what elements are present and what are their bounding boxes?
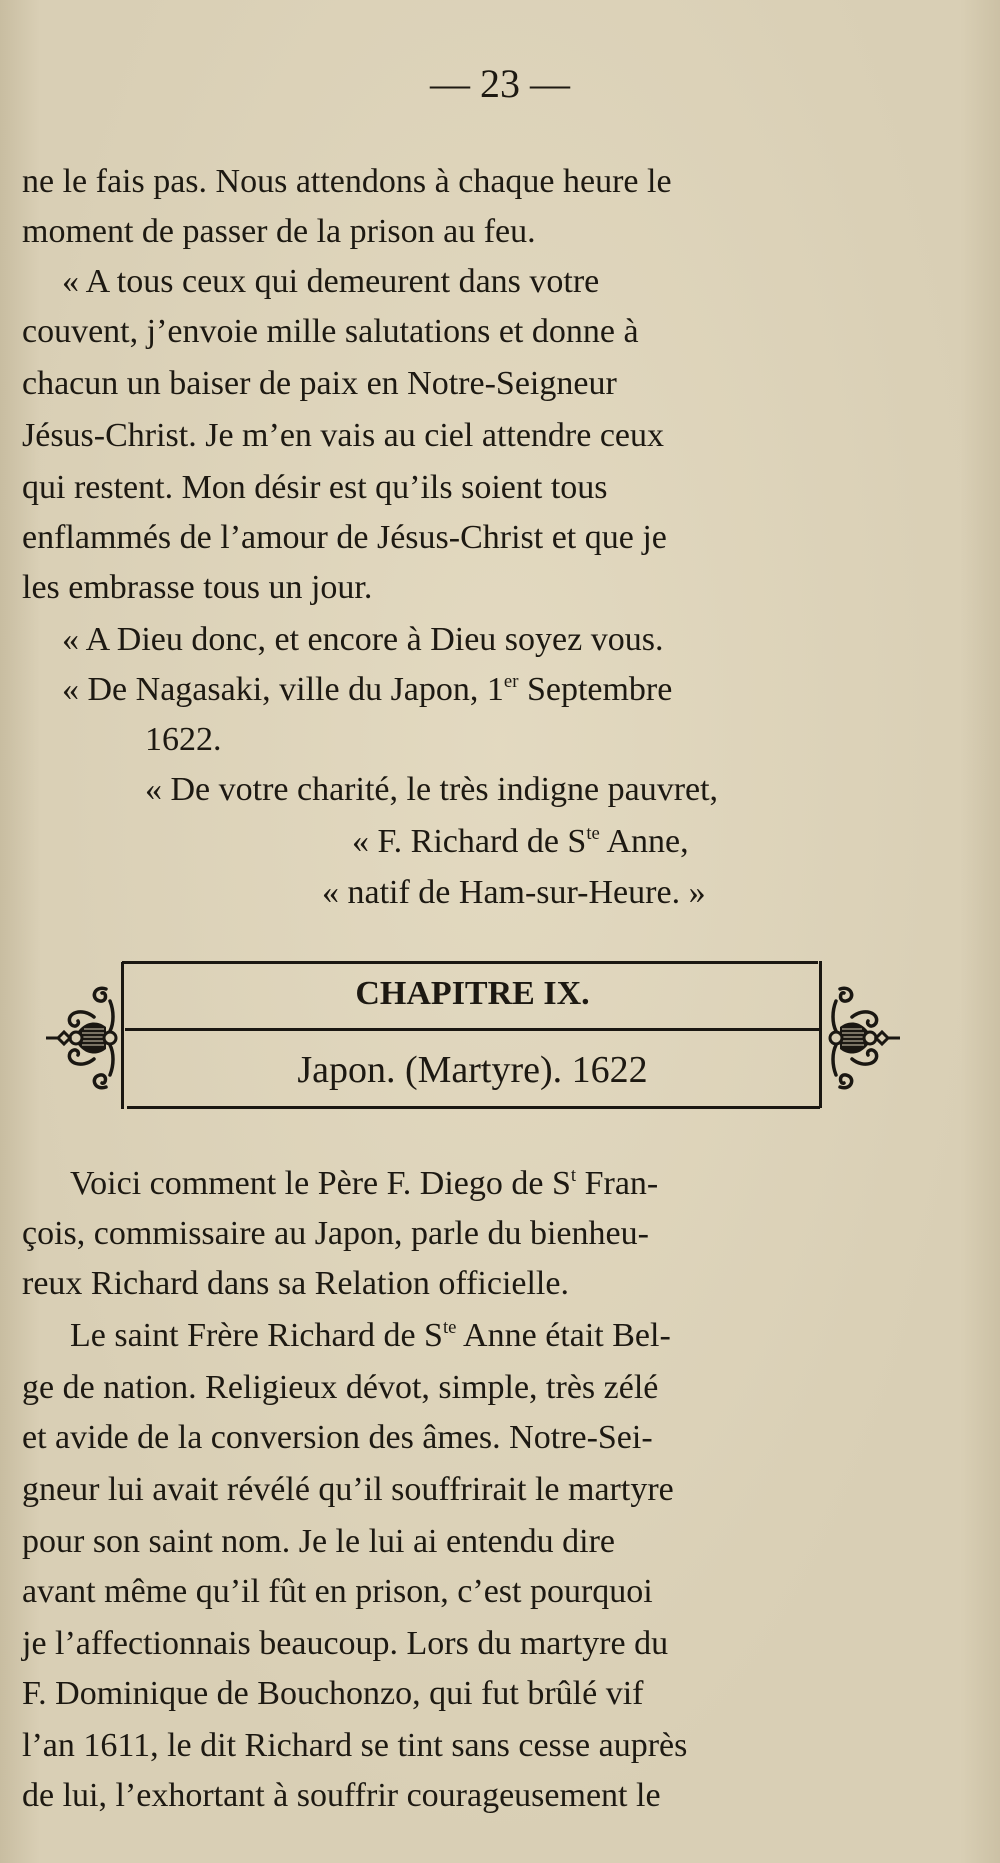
chapter-title: CHAPITRE IX. <box>355 975 590 1012</box>
closing-line: « De votre charité, le très indigne pauvret, <box>145 771 719 808</box>
body-line-rest: Fran- <box>576 1165 659 1202</box>
text-line: ne le fais pas. Nous attendons à chaque heure le <box>22 163 672 200</box>
body-line: reux Richard dans sa Relation officielle. <box>22 1265 569 1302</box>
rule-middle <box>125 1028 820 1031</box>
text-line: chacun un baiser de paix en Notre-Seigneur <box>22 365 617 402</box>
body-line: ge de nation. Religieux dévot, simple, très zélé <box>22 1369 659 1406</box>
dateline-superscript: er <box>503 670 519 692</box>
page-number: — 23 — <box>430 61 570 106</box>
chapter-subtitle: Japon. (Martyre). 1622 <box>297 1049 648 1091</box>
rule-bottom <box>127 1106 820 1109</box>
body-line-superscript: te <box>442 1316 457 1338</box>
signature-text: « F. Richard de S <box>352 823 587 860</box>
body-line: gneur lui avait révélé qu’il souffrirait le martyre <box>22 1471 674 1508</box>
body-line <box>70 1316 671 1356</box>
text-line: les embrasse tous un jour. <box>22 569 373 606</box>
signature-superscript: te <box>586 822 600 844</box>
body-line: pour son saint nom. Je le lui ai entendu dire <box>22 1523 615 1560</box>
signature-rest: Anne, <box>599 823 689 860</box>
ornament-right-icon <box>826 983 902 1093</box>
signature <box>352 822 689 862</box>
text-line: enflammés de l’amour de Jésus-Christ et que je <box>22 519 667 556</box>
body-line-superscript: t <box>570 1164 577 1186</box>
rule-top <box>122 961 818 964</box>
body-line: çois, commissaire au Japon, parle du bienheu- <box>22 1215 649 1252</box>
body-line-text: Voici comment le Père F. Diego de S <box>70 1165 571 1202</box>
body-line-rest: Anne était Bel- <box>456 1317 671 1354</box>
text-line: couvent, j’envoie mille salutations et donne à <box>22 313 639 350</box>
body-line: l’an 1611, le dit Richard se tint sans cesse auprès <box>22 1727 688 1764</box>
body-line-text: Le saint Frère Richard de S <box>70 1317 443 1354</box>
dateline-month: Septembre <box>518 671 673 708</box>
dateline-text: « De Nagasaki, ville du Japon, 1 <box>62 671 504 708</box>
body-line <box>70 1164 658 1204</box>
text-line: qui restent. Mon désir est qu’ils soient tous <box>22 469 608 506</box>
text-line: « A Dieu donc, et encore à Dieu soyez vous. <box>62 621 664 658</box>
ornament-left-icon <box>44 983 120 1093</box>
origin-line: « natif de Ham-sur-Heure. » <box>322 874 706 911</box>
text-line: Jésus-Christ. Je m’en vais au ciel attendre ceux <box>22 417 665 454</box>
rule-left <box>121 962 124 1109</box>
dateline-year: 1622. <box>145 721 222 758</box>
text-line: moment de passer de la prison au feu. <box>22 213 536 250</box>
body-line: je l’affectionnais beaucoup. Lors du martyre du <box>22 1625 669 1662</box>
text-line: « A tous ceux qui demeurent dans votre <box>62 263 600 300</box>
body-line: F. Dominique de Bouchonzo, qui fut brûlé vif <box>22 1675 644 1712</box>
dateline <box>62 670 672 710</box>
body-line: et avide de la conversion des âmes. Notre-Sei- <box>22 1419 653 1456</box>
body-line: de lui, l’exhortant à souffrir courageusement le <box>22 1777 661 1814</box>
body-line: avant même qu’il fût en prison, c’est pourquoi <box>22 1573 653 1610</box>
